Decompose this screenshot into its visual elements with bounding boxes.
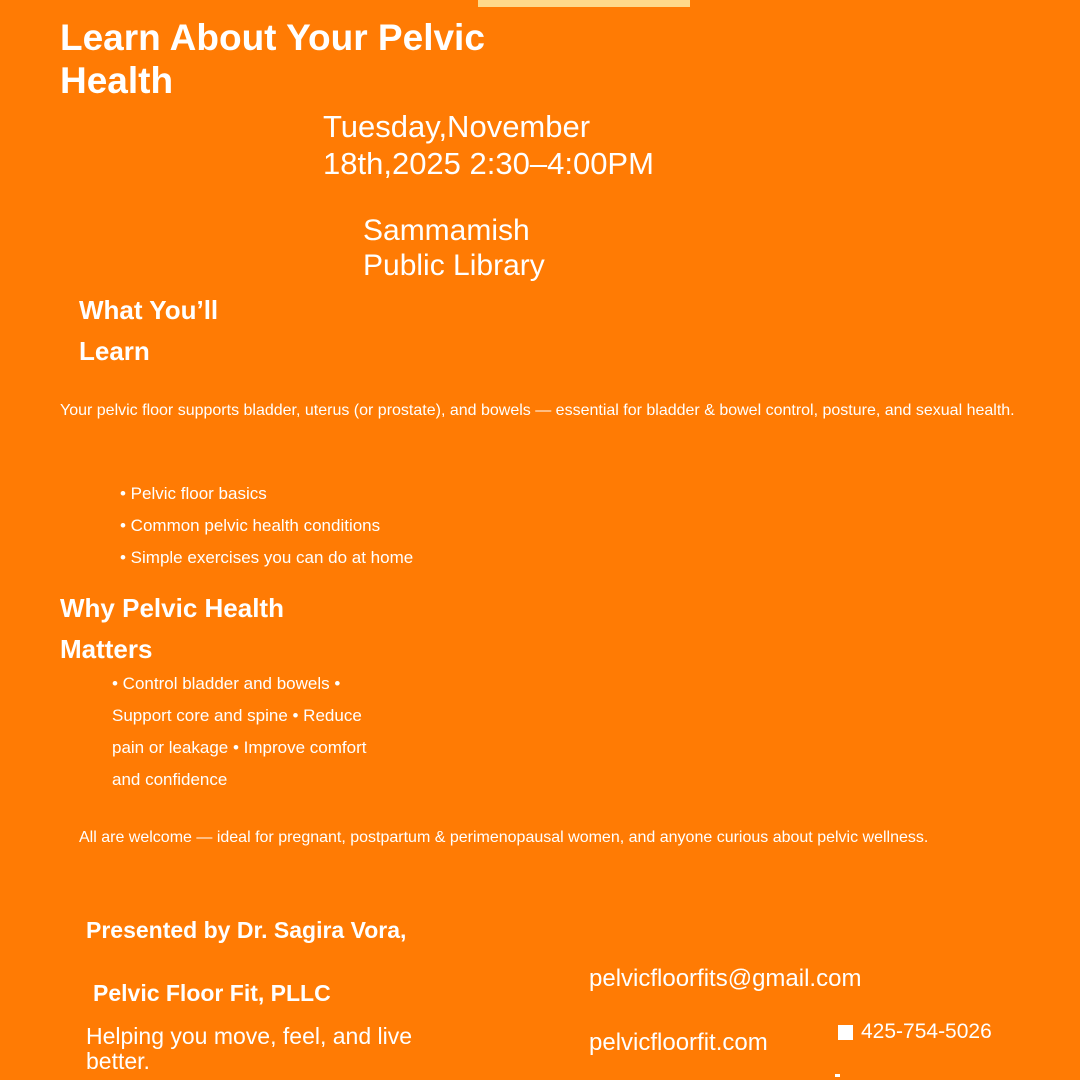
intro-paragraph: Your pelvic floor supports bladder, uterus (or prostate), and bowels — essential for bladder & bowel control, posture, and sexual health.: [60, 402, 1015, 419]
presenter-name: Presented by Dr. Sagira Vora,: [86, 917, 407, 943]
event-date-line-2: 18th,2025 2:30–4:00PM: [323, 146, 654, 181]
welcome-paragraph: All are welcome — ideal for pregnant, postpartum & perimenopausal women, and anyone curious about pelvic wellness.: [79, 829, 929, 846]
matters-text-line: pain or leakage • Improve comfort: [112, 738, 367, 757]
learn-bullet: • Common pelvic health conditions: [120, 516, 381, 535]
matters-heading-line-1: Why Pelvic Health: [60, 593, 284, 623]
event-date-line-1: Tuesday,November: [323, 109, 591, 144]
matters-heading-line-2: Matters: [60, 634, 153, 664]
learn-heading-line-2: Learn: [79, 336, 150, 366]
phone-number: 425-754-5026: [861, 1020, 992, 1043]
contact-email[interactable]: pelvicfloorfits@gmail.com: [589, 965, 862, 992]
square-icon: [838, 1025, 853, 1040]
tagline: Helping you move, feel, and live better.: [86, 1023, 413, 1074]
learn-heading-line-1: What You’ll: [79, 295, 219, 325]
contact-website[interactable]: pelvicfloorfit.com: [589, 1029, 768, 1056]
top-accent-bar: [478, 0, 690, 7]
decorative-mark: [835, 1074, 840, 1077]
venue-line-2: Public Library: [363, 249, 545, 282]
contact-phone[interactable]: [838, 1019, 992, 1045]
presenter-company: Pelvic Floor Fit, PLLC: [93, 980, 331, 1006]
matters-text-line: • Control bladder and bowels •: [112, 674, 341, 693]
learn-bullet: • Simple exercises you can do at home: [120, 548, 414, 567]
flyer-title: Learn About Your Pelvic Health: [60, 17, 485, 101]
learn-bullet: • Pelvic floor basics: [120, 484, 267, 503]
venue-line-1: Sammamish: [363, 214, 530, 247]
matters-text-line: Support core and spine • Reduce: [112, 706, 362, 725]
matters-text-line: and confidence: [112, 770, 228, 789]
